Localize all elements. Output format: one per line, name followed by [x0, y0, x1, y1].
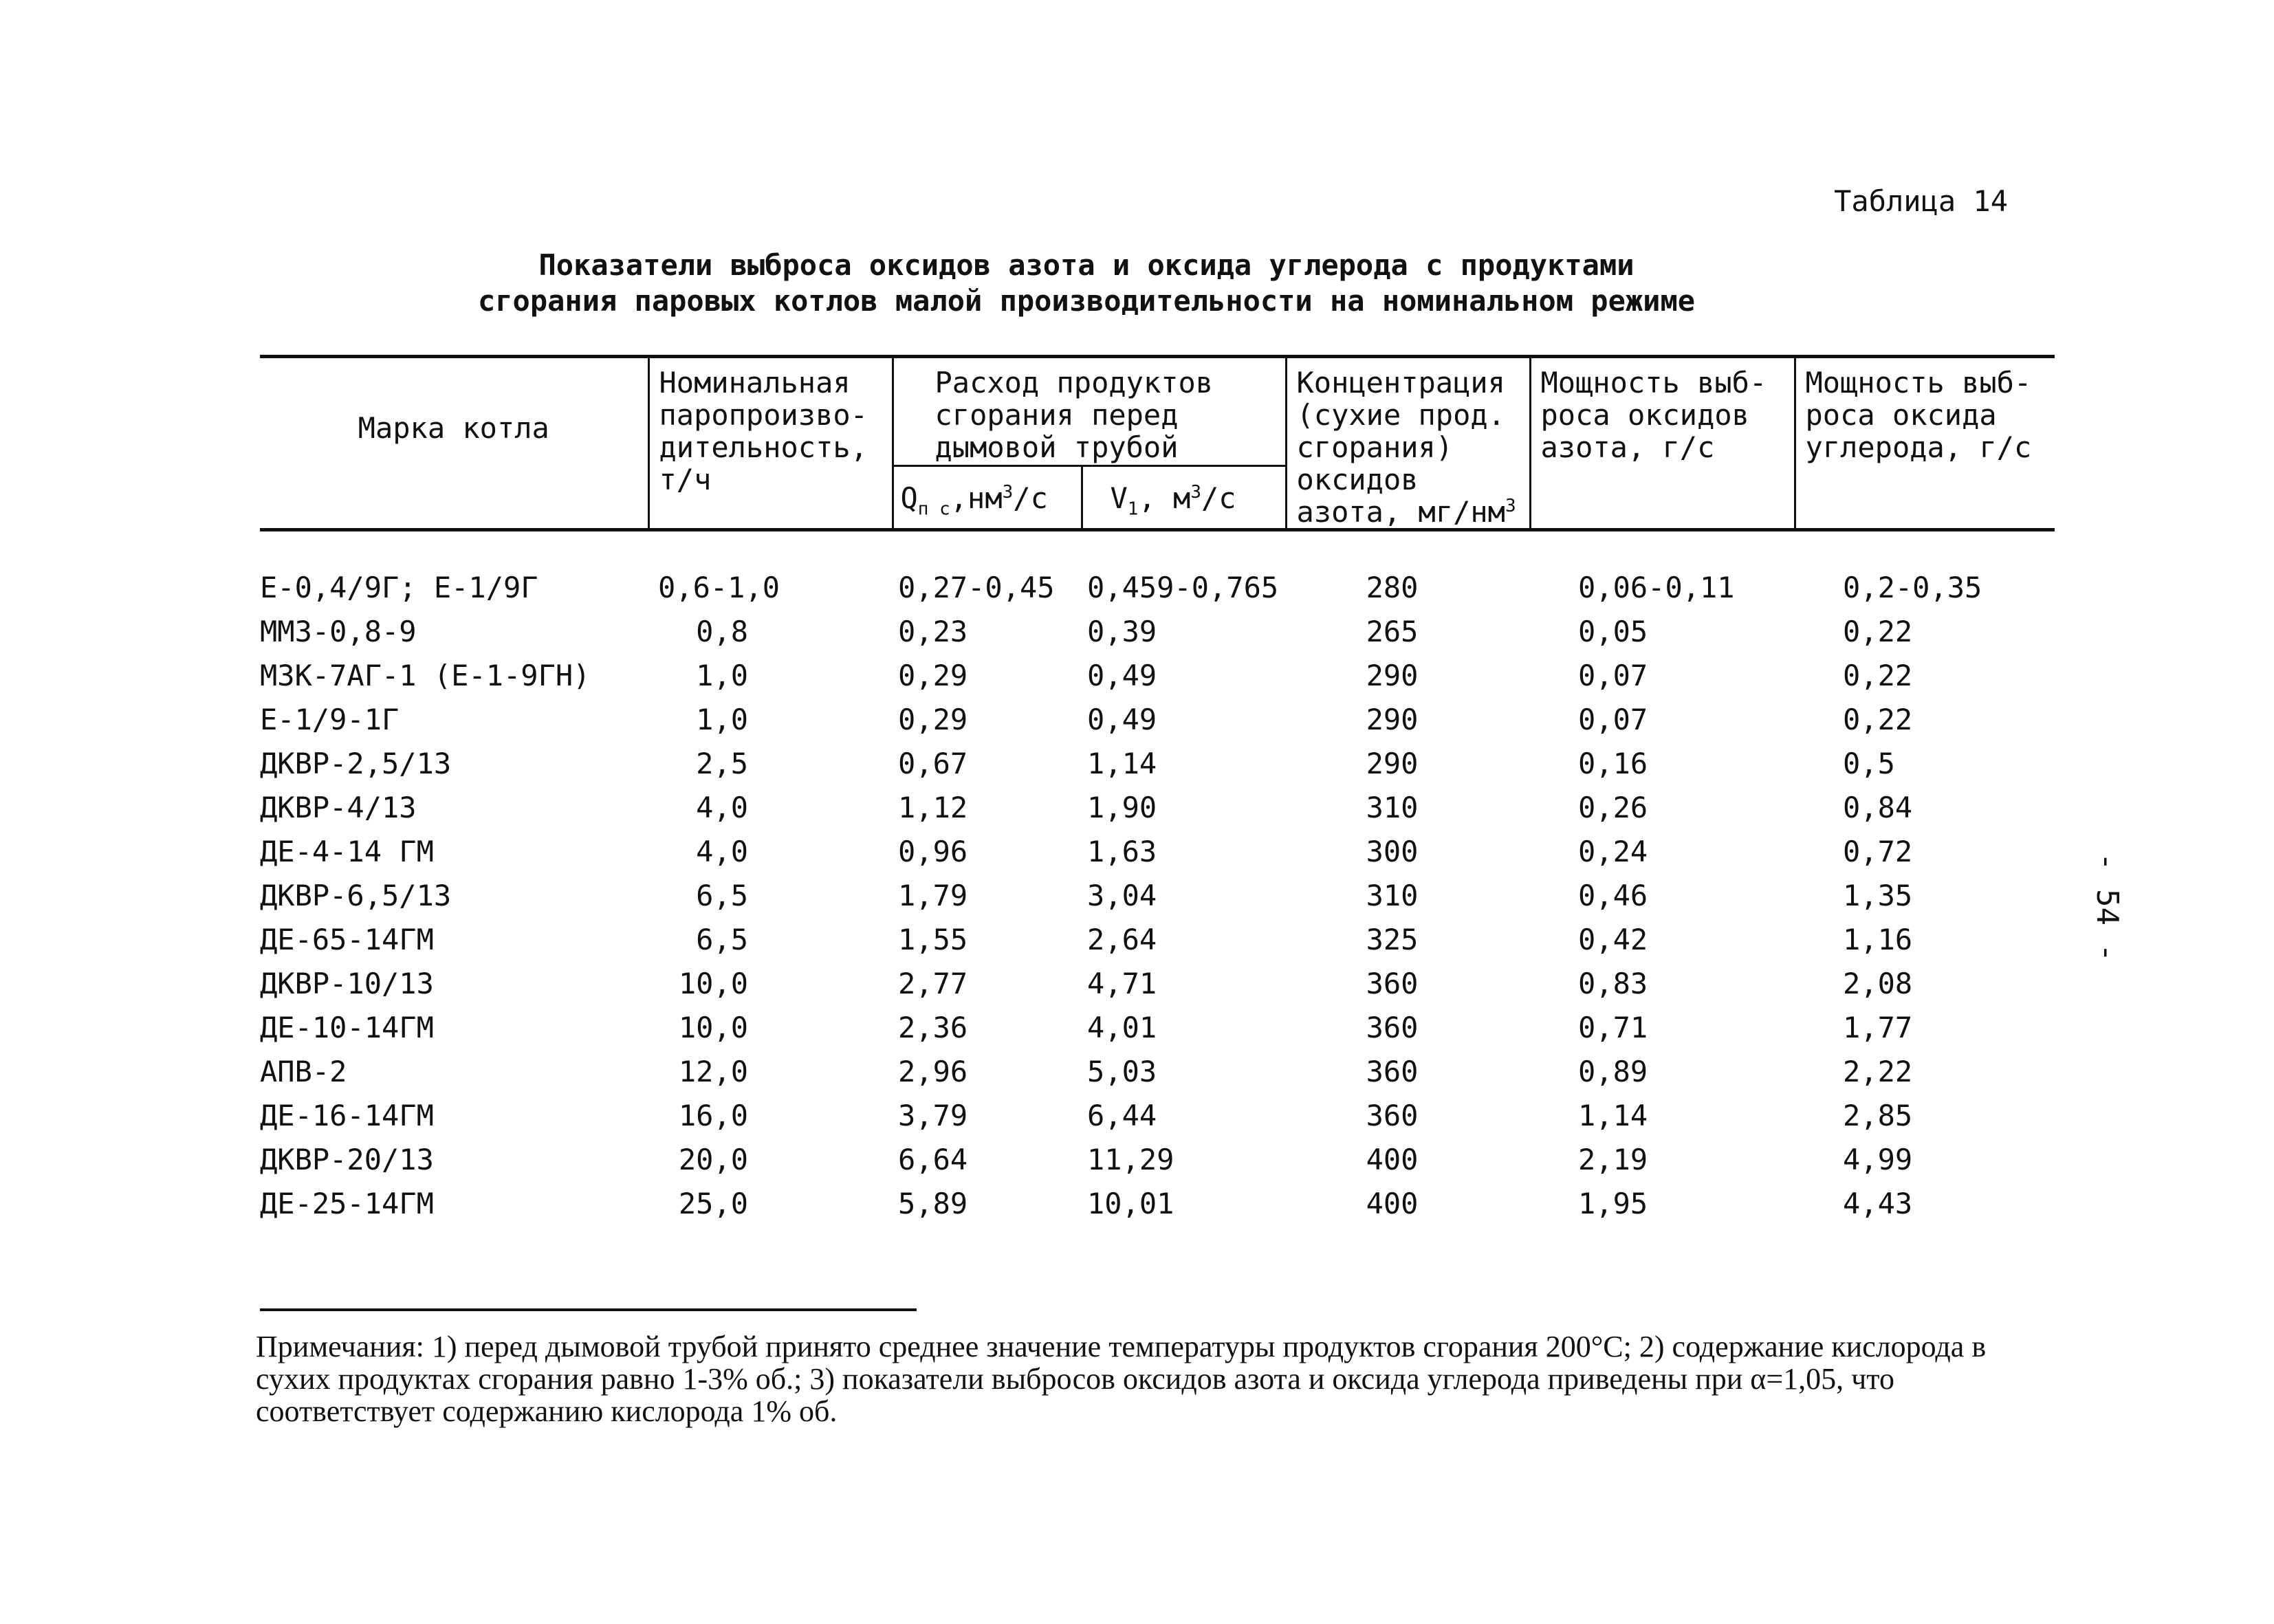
notes: Примечания: 1) перед дымовой трубой принято среднее значение температуры продуктов сгорания 200°С; 2) содержание кислорода в сухих продуктах сгорания равно 1-3% об.; 3) показатели выбросов оксидов азота и оксида углерода приведены при α=1,05, что соответствует содержанию кислорода 1% об.	[256, 1330, 1987, 1429]
concentration-cell: 265	[1366, 615, 1419, 649]
concentration-cell: 290	[1366, 703, 1419, 737]
flow-q-cell: 1,12	[898, 791, 968, 825]
flow-v-cell: 0,49	[1087, 703, 1157, 737]
co-power-cell: 0,2-0,35	[1795, 530, 2055, 611]
concentration-cell: 360	[1366, 1011, 1419, 1045]
concentration-cell: 300	[1366, 835, 1419, 869]
flow-v-cell: 4,71	[1087, 967, 1157, 1001]
header-boiler: Марка котла	[260, 357, 648, 530]
flow-v-cell: 1,63	[1087, 835, 1157, 869]
table-row	[260, 1050, 2055, 1094]
table-row	[260, 1006, 2055, 1050]
table-row	[260, 918, 2055, 962]
concentration-cell: 400	[1366, 1187, 1419, 1221]
nox-power-cell: 0,07	[1578, 703, 1648, 737]
concentration-cell: 310	[1366, 791, 1419, 825]
concentration-cell: 280	[1286, 530, 1530, 611]
capacity-cell: 2,5	[696, 747, 748, 781]
flow-v-cell: 0,49	[1087, 659, 1157, 693]
boiler-cell: ДЕ-65-14ГМ	[260, 923, 434, 957]
nox-power-cell: 0,16	[1578, 747, 1648, 781]
flow-q-cell: 0,27-0,45	[893, 530, 1082, 611]
nox-power-cell: 0,05	[1578, 615, 1648, 649]
flow-q-cell: 0,96	[898, 835, 968, 869]
capacity-cell: 1,0	[696, 703, 748, 737]
co-power-cell: 1,77	[1843, 1011, 1913, 1045]
table-row	[260, 1138, 2055, 1182]
concentration-cell: 290	[1366, 747, 1419, 781]
flow-q-cell: 1,79	[898, 879, 968, 913]
boiler-cell: ДКВР-10/13	[260, 967, 434, 1001]
header-nox-power: Мощность выб-роса оксидов азота, г/с	[1530, 357, 1795, 530]
table-row	[260, 786, 2055, 830]
co-power-cell: 0,22	[1843, 703, 1913, 737]
flow-v-cell: 0,39	[1087, 615, 1157, 649]
capacity-cell: 1,0	[696, 659, 748, 693]
flow-q-cell: 6,64	[898, 1143, 968, 1177]
page-title	[261, 248, 1912, 319]
flow-v-cell: 1,90	[1087, 791, 1157, 825]
flow-v-cell: 11,29	[1087, 1143, 1174, 1177]
nox-power-cell: 0,83	[1578, 967, 1648, 1001]
table-row	[260, 654, 2055, 698]
table-row	[260, 610, 2055, 654]
boiler-cell: ДЕ-4-14 ГМ	[260, 835, 434, 869]
boiler-cell: ДЕ-10-14ГМ	[260, 1011, 434, 1045]
nox-power-cell: 0,24	[1578, 835, 1648, 869]
flow-q-cell: 0,23	[898, 615, 968, 649]
emissions-table	[260, 355, 2055, 1226]
header-capacity: Номинальная паропроизво-дительность, т/ч	[648, 357, 893, 530]
co-power-cell: 0,84	[1843, 791, 1913, 825]
flow-q-cell: 2,96	[898, 1055, 968, 1089]
nox-power-cell: 1,14	[1578, 1099, 1648, 1133]
boiler-cell: ДКВР-20/13	[260, 1143, 434, 1177]
boiler-cell: ДЕ-25-14ГМ	[260, 1187, 434, 1221]
capacity-cell: 20,0	[678, 1143, 748, 1177]
co-power-cell: 4,99	[1843, 1143, 1913, 1177]
nox-power-cell: 0,06-0,11	[1530, 530, 1795, 611]
boiler-cell: ДКВР-6,5/13	[260, 879, 452, 913]
boiler-cell: Е-0,4/9Г; Е-1/9Г	[260, 530, 648, 611]
notes-divider	[260, 1308, 917, 1311]
concentration-cell: 400	[1366, 1143, 1419, 1177]
table-row	[260, 530, 2055, 611]
co-power-cell: 4,43	[1843, 1187, 1913, 1221]
boiler-cell: АПВ-2	[260, 1055, 347, 1089]
flow-v-cell: 10,01	[1087, 1187, 1174, 1221]
capacity-cell: 4,0	[696, 835, 748, 869]
concentration-cell: 360	[1366, 967, 1419, 1001]
capacity-cell: 6,5	[696, 879, 748, 913]
flow-v-cell: 5,03	[1087, 1055, 1157, 1089]
table-row	[260, 830, 2055, 874]
nox-power-cell: 0,71	[1578, 1011, 1648, 1045]
boiler-cell: Е-1/9-1Г	[260, 703, 400, 737]
header-co-power: Мощность выб-роса оксида углерода, г/с	[1795, 357, 2055, 530]
nox-power-cell: 0,26	[1578, 791, 1648, 825]
header-flow-v: $V_1$, $м^3/с$	[1082, 465, 1286, 529]
table-label: Таблица 14	[1834, 184, 2008, 218]
flow-q-cell: 5,89	[898, 1187, 968, 1221]
title-line-2: сгорания паровых котлов малой производительности на номинальном режиме	[477, 284, 1696, 318]
page-number: - 54 -	[2090, 853, 2125, 962]
nox-power-cell: 1,95	[1578, 1187, 1648, 1221]
co-power-cell: 2,85	[1843, 1099, 1913, 1133]
concentration-cell: 360	[1366, 1099, 1419, 1133]
header-concentration: Концентрация (сухие прод. сгорания) оксидов азота, $мг/нм^3$	[1286, 357, 1530, 530]
boiler-cell: ДКВР-2,5/13	[260, 747, 452, 781]
capacity-cell: 10,0	[678, 1011, 748, 1045]
flow-q-cell: 0,67	[898, 747, 968, 781]
flow-q-cell: 2,77	[898, 967, 968, 1001]
table-row	[260, 962, 2055, 1006]
header-flow: Расход продуктов сгорания перед дымовой трубой	[893, 357, 1286, 466]
table-row	[260, 742, 2055, 786]
co-power-cell: 0,22	[1843, 659, 1913, 693]
concentration-cell: 310	[1366, 879, 1419, 913]
boiler-cell: ДКВР-4/13	[260, 791, 417, 825]
capacity-cell: 25,0	[678, 1187, 748, 1221]
co-power-cell: 0,5	[1843, 747, 1895, 781]
co-power-cell: 2,08	[1843, 967, 1913, 1001]
flow-v-cell: 4,01	[1087, 1011, 1157, 1045]
capacity-cell: 16,0	[678, 1099, 748, 1133]
nox-power-cell: 2,19	[1578, 1143, 1648, 1177]
nox-power-cell: 0,07	[1578, 659, 1648, 693]
boiler-cell: ММЗ-0,8-9	[260, 615, 417, 649]
table-row	[260, 698, 2055, 742]
nox-power-cell: 0,46	[1578, 879, 1648, 913]
flow-v-cell: 1,14	[1087, 747, 1157, 781]
nox-power-cell: 0,89	[1578, 1055, 1648, 1089]
nox-power-cell: 0,42	[1578, 923, 1648, 957]
co-power-cell: 1,35	[1843, 879, 1913, 913]
boiler-cell: МЗК-7АГ-1 (Е-1-9ГН)	[260, 659, 591, 693]
table-row	[260, 874, 2055, 918]
capacity-cell: 0,8	[696, 615, 748, 649]
flow-q-cell: 0,29	[898, 703, 968, 737]
table-row	[260, 1182, 2055, 1226]
capacity-cell: 6,5	[696, 923, 748, 957]
capacity-cell: 12,0	[678, 1055, 748, 1089]
concentration-cell: 325	[1366, 923, 1419, 957]
flow-q-cell: 3,79	[898, 1099, 968, 1133]
boiler-cell: ДЕ-16-14ГМ	[260, 1099, 434, 1133]
flow-v-cell: 3,04	[1087, 879, 1157, 913]
title-line-1: Показатели выброса оксидов азота и оксида углерода с продуктами	[538, 248, 1635, 282]
co-power-cell: 1,16	[1843, 923, 1913, 957]
capacity-cell: 10,0	[678, 967, 748, 1001]
flow-v-cell: 0,459-0,765	[1082, 530, 1286, 611]
flow-q-cell: 2,36	[898, 1011, 968, 1045]
co-power-cell: 0,22	[1843, 615, 1913, 649]
flow-q-cell: 1,55	[898, 923, 968, 957]
capacity-cell: 0,6-1,0	[648, 530, 893, 611]
capacity-cell: 4,0	[696, 791, 748, 825]
co-power-cell: 0,72	[1843, 835, 1913, 869]
table-row	[260, 1094, 2055, 1138]
concentration-cell: 360	[1366, 1055, 1419, 1089]
concentration-cell: 290	[1366, 659, 1419, 693]
co-power-cell: 2,22	[1843, 1055, 1913, 1089]
flow-v-cell: 6,44	[1087, 1099, 1157, 1133]
flow-q-cell: 0,29	[898, 659, 968, 693]
flow-v-cell: 2,64	[1087, 923, 1157, 957]
header-flow-q: $Q_{п с},нм^3/с$	[893, 465, 1082, 529]
